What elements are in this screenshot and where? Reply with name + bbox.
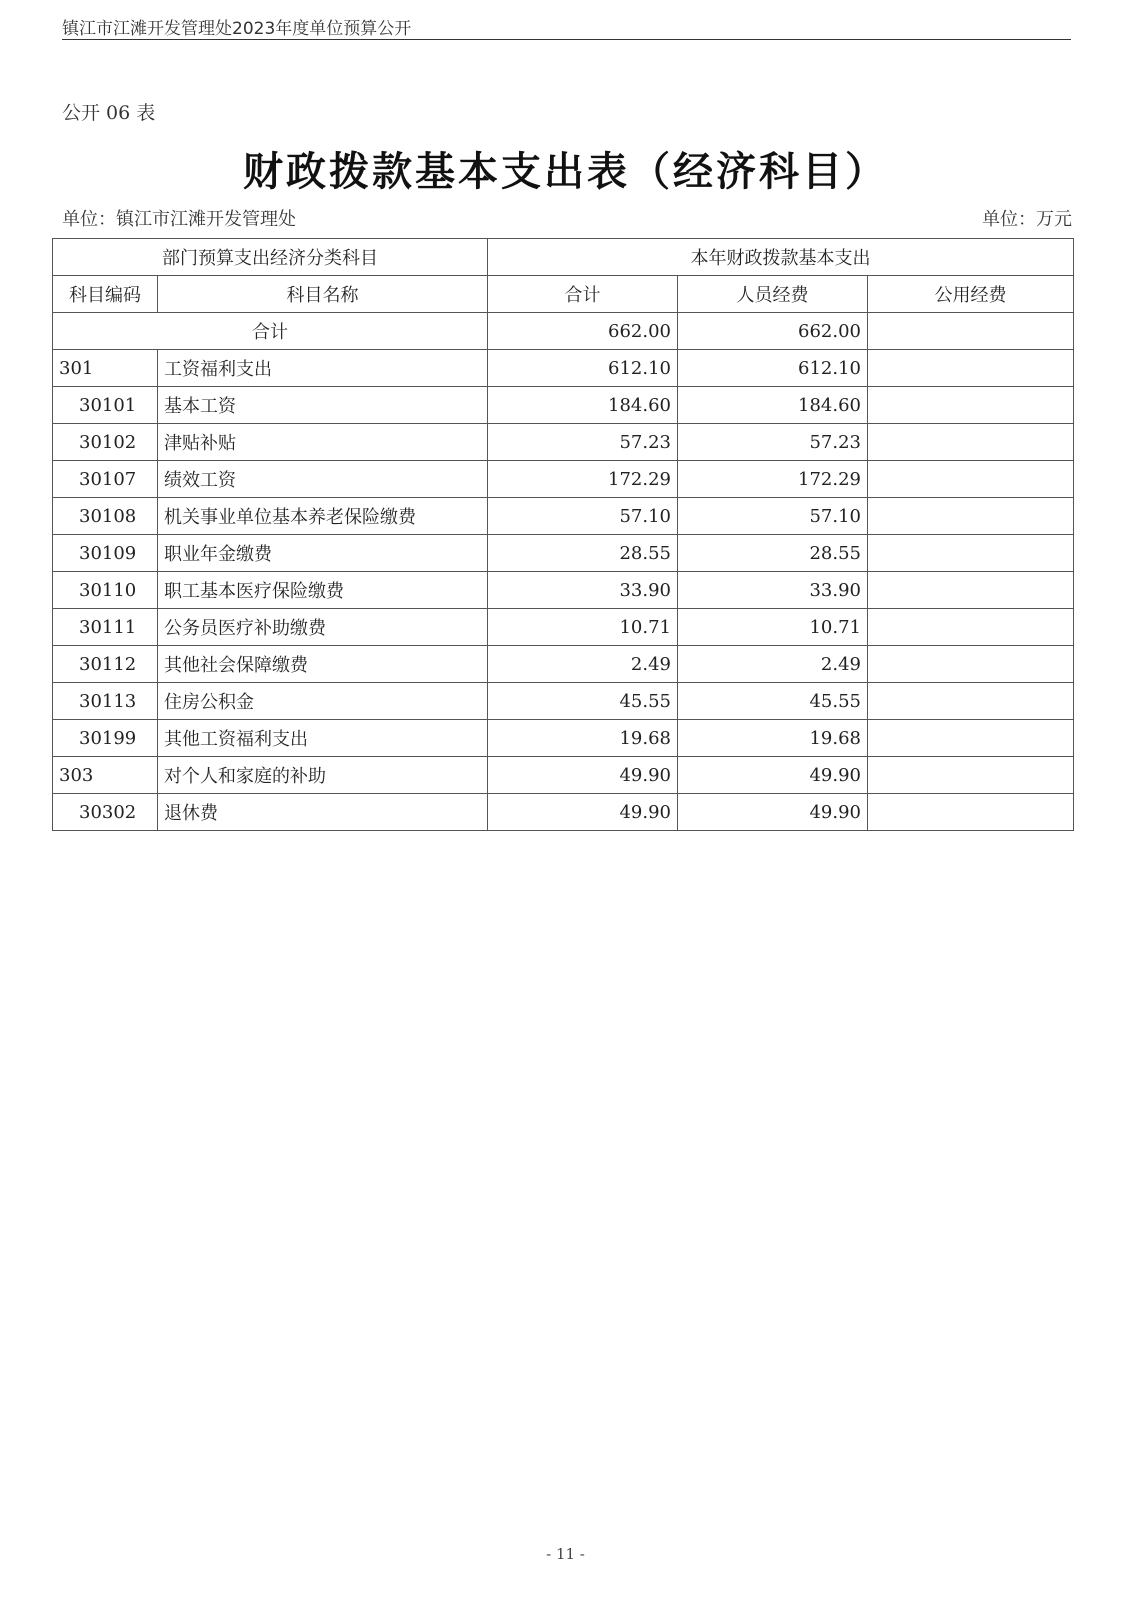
cell-public [868,683,1074,720]
cell-total: 2.49 [488,646,678,683]
cell-personnel: 10.71 [678,609,868,646]
cell-code: 30199 [53,720,158,757]
cell-code: 30107 [53,461,158,498]
table-row [53,794,1074,831]
cell-name: 退休费 [158,794,488,831]
page-number: - 11 - [546,1545,585,1563]
cell-name: 工资福利支出 [158,350,488,387]
cell-name: 机关事业单位基本养老保险缴费 [158,498,488,535]
cell-total: 19.68 [488,720,678,757]
cell-personnel: 2.49 [678,646,868,683]
cell-public [868,350,1074,387]
cell-name: 津贴补贴 [158,424,488,461]
cell-public [868,646,1074,683]
cell-personnel: 57.10 [678,498,868,535]
cell-total: 57.10 [488,498,678,535]
table-row [53,535,1074,572]
column-header-public: 公用经费 [868,276,1074,313]
table-row [53,498,1074,535]
cell-personnel: 172.29 [678,461,868,498]
cell-public [868,757,1074,794]
cell-name: 其他社会保障缴费 [158,646,488,683]
total-personnel: 662.00 [678,313,868,350]
cell-total: 49.90 [488,757,678,794]
cell-personnel: 184.60 [678,387,868,424]
unit-organization: 单位：镇江市江滩开发管理处 [62,209,296,230]
cell-name: 公务员医疗补助缴费 [158,609,488,646]
group-header-appropriation: 本年财政拨款基本支出 [488,239,1074,276]
cell-public [868,572,1074,609]
cell-personnel: 45.55 [678,683,868,720]
table-code: 公开 06 表 [62,102,156,124]
cell-code: 30102 [53,424,158,461]
cell-code: 301 [53,350,158,387]
total-row [53,313,1074,350]
cell-name: 绩效工资 [158,461,488,498]
table-row [53,683,1074,720]
cell-public [868,461,1074,498]
cell-total: 184.60 [488,387,678,424]
column-header-personnel: 人员经费 [678,276,868,313]
table-row [53,461,1074,498]
cell-total: 172.29 [488,461,678,498]
running-header: 镇江市江滩开发管理处2023年度单位预算公开 [62,19,412,39]
table-row [53,646,1074,683]
cell-personnel: 19.68 [678,720,868,757]
header-divider [62,39,1071,40]
cell-total: 33.90 [488,572,678,609]
column-header-name: 科目名称 [158,276,488,313]
cell-code: 30109 [53,535,158,572]
cell-code: 30108 [53,498,158,535]
cell-public [868,498,1074,535]
cell-total: 45.55 [488,683,678,720]
total-label: 合计 [53,313,488,350]
group-header-classification: 部门预算支出经济分类科目 [53,239,488,276]
cell-code: 30101 [53,387,158,424]
cell-name: 其他工资福利支出 [158,720,488,757]
cell-total: 57.23 [488,424,678,461]
cell-public [868,794,1074,831]
cell-code: 30112 [53,646,158,683]
cell-total: 28.55 [488,535,678,572]
table-row [53,350,1074,387]
table-row [53,609,1074,646]
column-header-row [53,276,1074,313]
cell-public [868,609,1074,646]
cell-personnel: 33.90 [678,572,868,609]
total-public [868,313,1074,350]
cell-code: 30113 [53,683,158,720]
column-header-code: 科目编码 [53,276,158,313]
cell-total: 612.10 [488,350,678,387]
cell-personnel: 49.90 [678,794,868,831]
cell-name: 职业年金缴费 [158,535,488,572]
cell-public [868,720,1074,757]
table-row [53,424,1074,461]
cell-personnel: 28.55 [678,535,868,572]
cell-public [868,424,1074,461]
cell-total: 49.90 [488,794,678,831]
cell-name: 住房公积金 [158,683,488,720]
table-row [53,572,1074,609]
cell-public [868,387,1074,424]
cell-name: 职工基本医疗保险缴费 [158,572,488,609]
cell-personnel: 57.23 [678,424,868,461]
group-header-row [53,239,1074,276]
cell-personnel: 49.90 [678,757,868,794]
cell-public [868,535,1074,572]
table-row [53,757,1074,794]
cell-code: 30302 [53,794,158,831]
cell-code: 30111 [53,609,158,646]
cell-code: 303 [53,757,158,794]
total-amount: 662.00 [488,313,678,350]
column-header-total: 合计 [488,276,678,313]
cell-personnel: 612.10 [678,350,868,387]
cell-code: 30110 [53,572,158,609]
cell-name: 基本工资 [158,387,488,424]
cell-total: 10.71 [488,609,678,646]
page-title: 财政拨款基本支出表（经济科目） [243,149,888,195]
budget-table [52,238,1074,831]
cell-name: 对个人和家庭的补助 [158,757,488,794]
table-row [53,387,1074,424]
unit-currency: 单位：万元 [982,209,1072,230]
table-row [53,720,1074,757]
